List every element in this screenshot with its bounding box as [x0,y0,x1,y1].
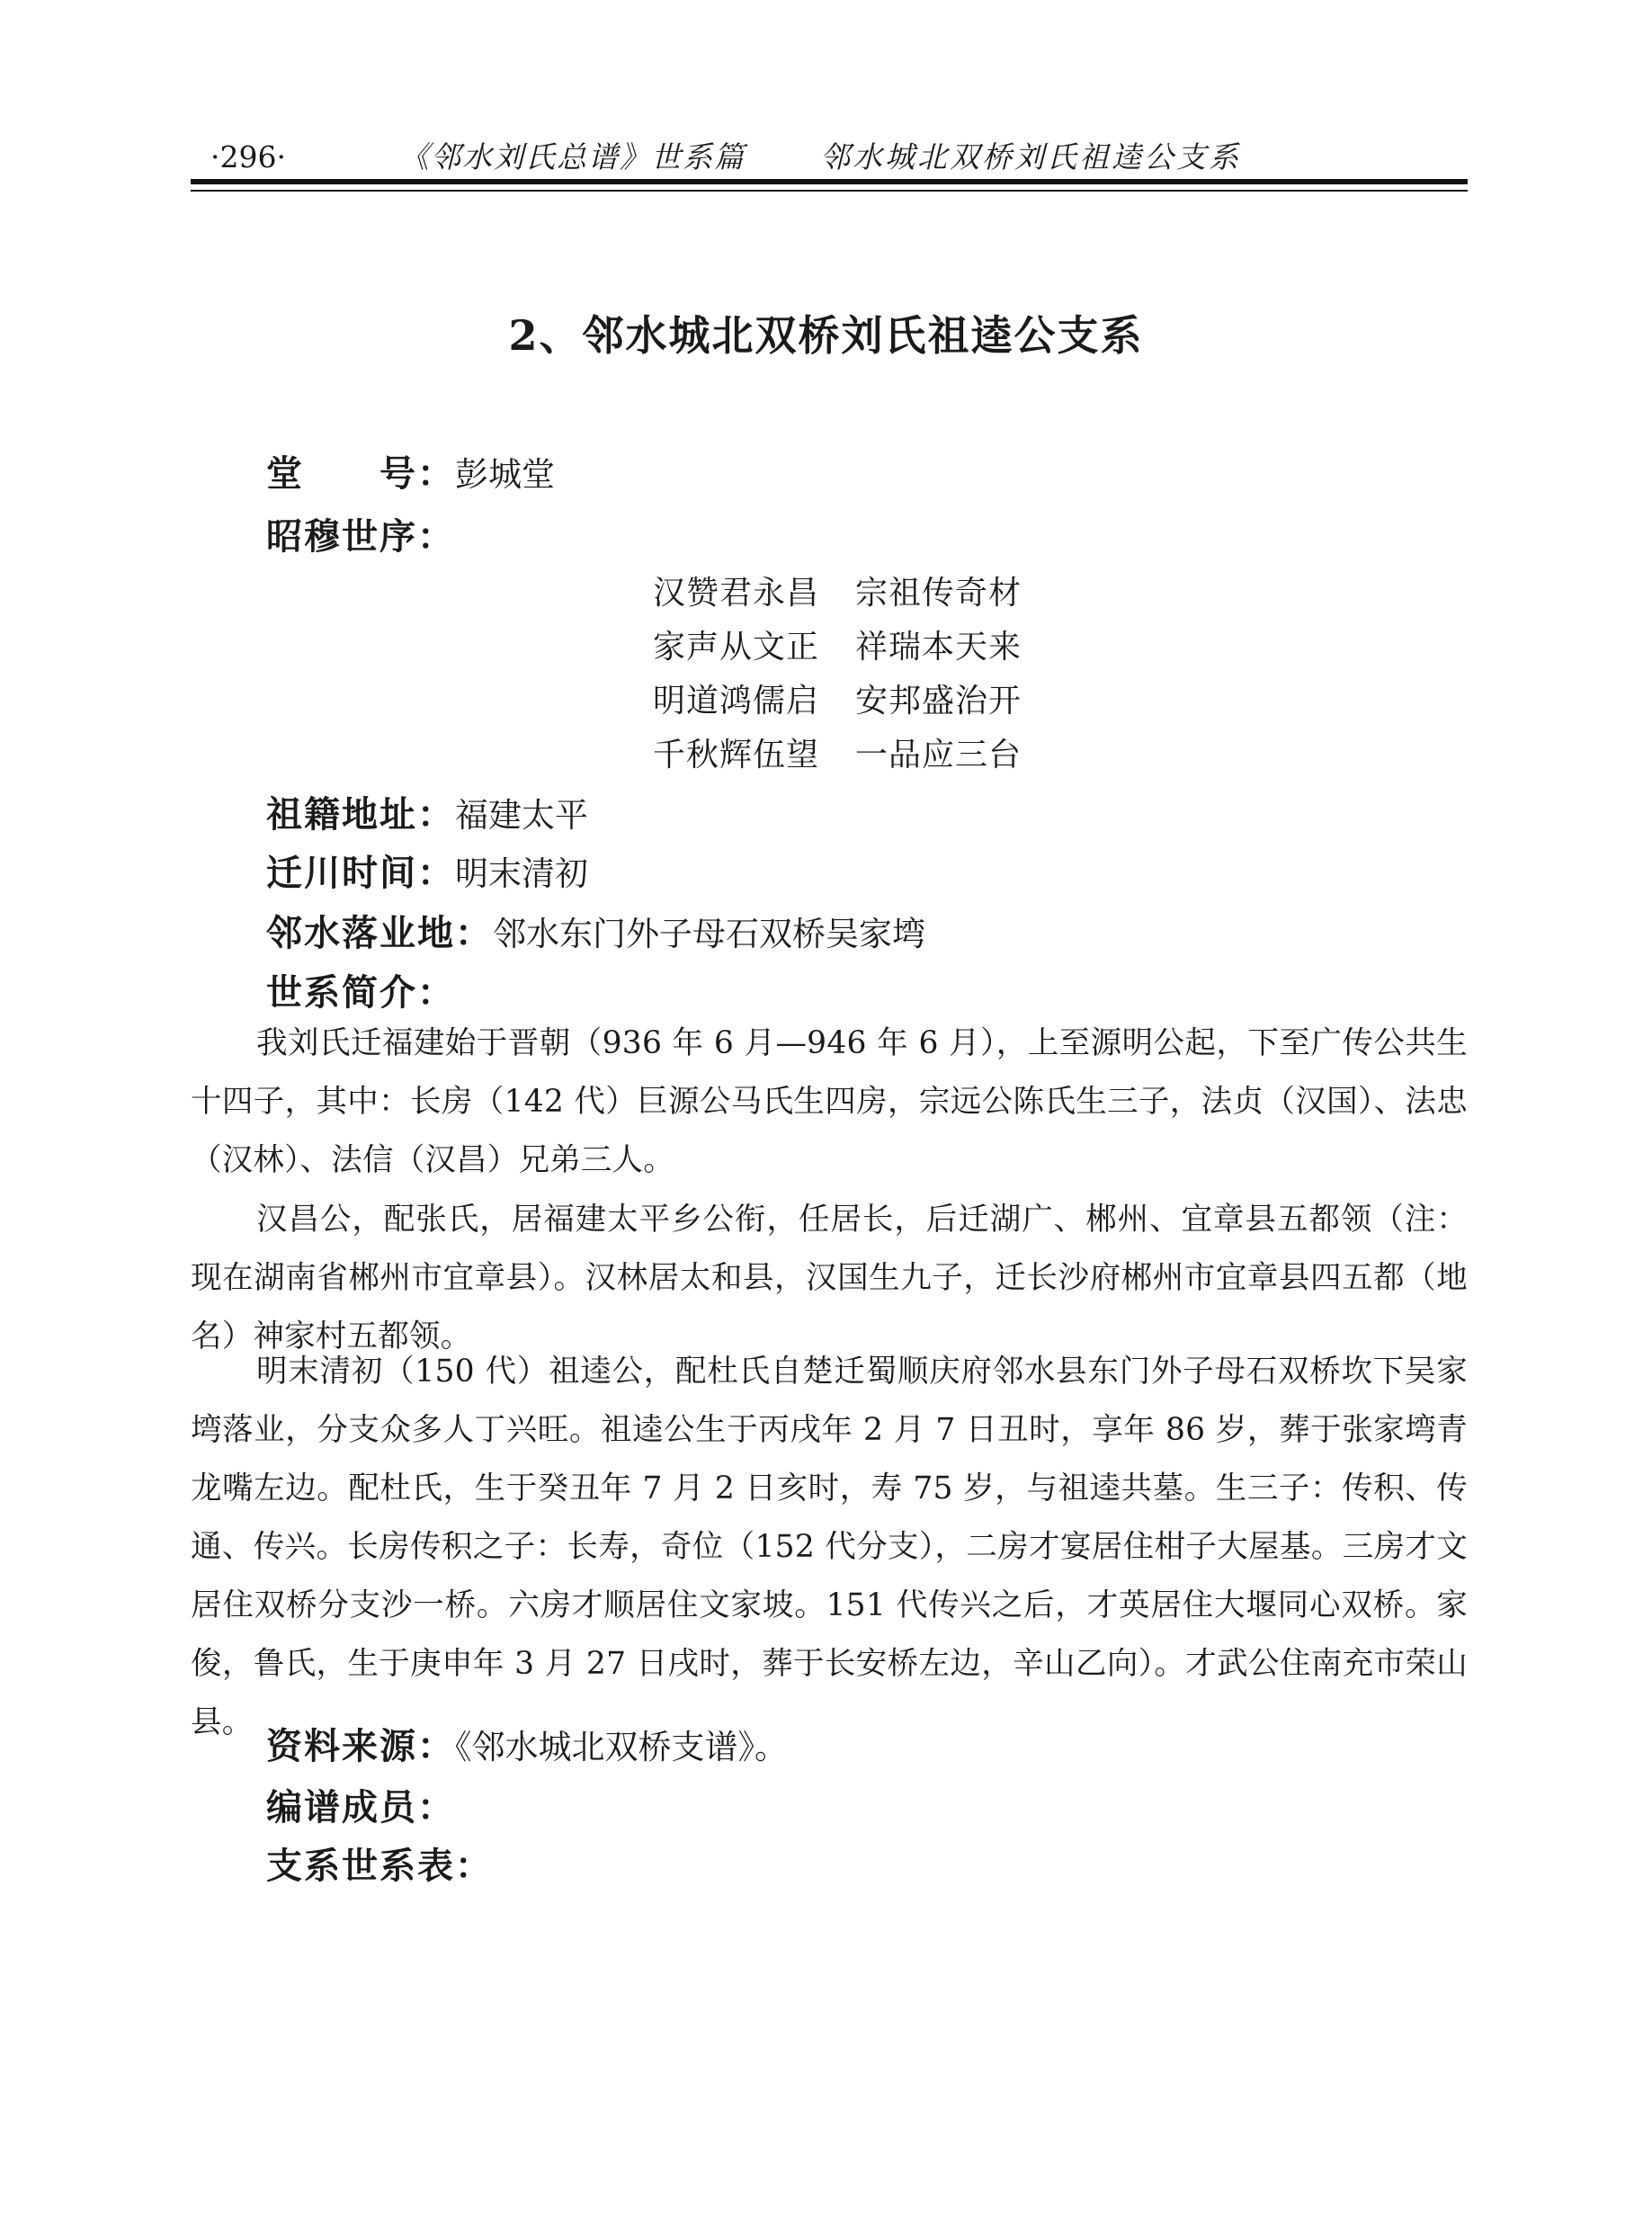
running-header [191,135,1468,180]
verse-line [653,568,1022,619]
verse-line [653,730,1022,781]
branch-table-label: 支系世系表： [266,1846,493,1887]
generation-order-label: 昭穆世序： [266,516,455,558]
source-value: 《邻水城北双桥支谱》。 [455,1728,788,1766]
source-label: 资料来源： [266,1726,455,1767]
generation-order-field [266,510,455,564]
verse-half: 汉赞君永昌 [653,575,820,612]
verse-half: 家声从文正 [653,629,820,666]
hall-name-label-b: 号 [380,453,417,495]
running-section-title: 邻水城北双桥刘氏祖逵公支系 [820,139,1241,174]
lineage-summary-field [266,966,455,1020]
verse-half: 千秋辉伍望 [653,737,820,773]
settlement-field [266,907,925,961]
ancestral-home-field [266,788,588,843]
verse-half: 宗祖传奇材 [855,575,1022,612]
page-number: ·296· [210,139,286,174]
source-field [266,1720,788,1775]
hall-name-colon: ： [417,453,455,495]
hall-name-value: 彭城堂 [455,455,555,494]
verse-line [653,622,1022,673]
ancestral-home-label: 祖籍地址： [266,794,455,836]
hall-name-label-a: 堂 [266,453,335,495]
verse-half: 祥瑞本天来 [855,629,1022,666]
chapter-title: 2、邻水城北双桥刘氏祖逵公支系 [508,311,1144,360]
lineage-paragraph-1: 我刘氏迁福建始于晋朝（936 年 6 月—946 年 6 月），上至源明公起，下至广传公共生十四子，其中：长房（142 代）巨源公马氏生四房，宗远公陈氏生三子，法贞（汉国）、法忠（汉林）、法信（汉昌）兄弟三人。 [191,1025,1468,1178]
lineage-paragraph-3: 明末清初（150 代）祖逵公，配杜氏自楚迁蜀顺庆府邻水县东门外子母石双桥坎下吴家塆落业，分支众多人丁兴旺。祖逵公生于丙戌年 2 月 7 日丑时，享年 86 岁，葬于张家塆青龙嘴左边。配杜氏，生于癸丑年 7 月 2 日亥时，寿 75 岁，与祖逵共墓。生三子：传积、传通、传兴。长房传积之子：长寿，奇位（152 代分支），二房才宴居住柑子大屋基。三房才文居住双桥分支沙一桥。六房才顺居住文家坡。151 代传兴之后，才英居住大堰同心双桥。家俊，鲁氏，生于庚申年 3 月 27 日戌时，葬于长安桥左边，辛山乙向）。才武公住南充市荣山县。 [191,1354,1468,1740]
compilers-label: 编谱成员： [266,1787,455,1828]
migration-time-field [266,846,588,901]
verse-line [653,676,1022,727]
migration-time-value: 明末清初 [455,854,588,893]
settlement-label: 邻水落业地： [266,913,493,954]
book-title: 《邻水刘氏总谱》世系篇 [399,139,746,174]
lineage-paragraph-2: 汉昌公，配张氏，居福建太平乡公衔，任居长，后迁湖广、郴州、宜章县五都领（注：现在湖南省郴州市宜章县）。汉林居太和县，汉国生九子，迁长沙府郴州市宜章县四五都（地名）神家村五都领。 [191,1202,1468,1354]
header-rule-thick [191,179,1468,184]
verse-half: 明道鸿儒启 [653,683,820,720]
branch-table-field [266,1839,493,1893]
ancestral-home-value: 福建太平 [455,796,588,835]
compilers-field [266,1781,455,1835]
migration-time-label: 迁川时间： [266,853,455,894]
hall-name-field [266,447,555,502]
settlement-value: 邻水东门外子母石双桥吴家塆 [493,915,925,953]
header-rule-thin [191,190,1468,192]
verse-half: 一品应三台 [855,737,1022,773]
hall-name-label [266,447,417,501]
verse-half: 安邦盛治开 [855,683,1022,720]
lineage-summary-label: 世系简介： [266,972,455,1014]
